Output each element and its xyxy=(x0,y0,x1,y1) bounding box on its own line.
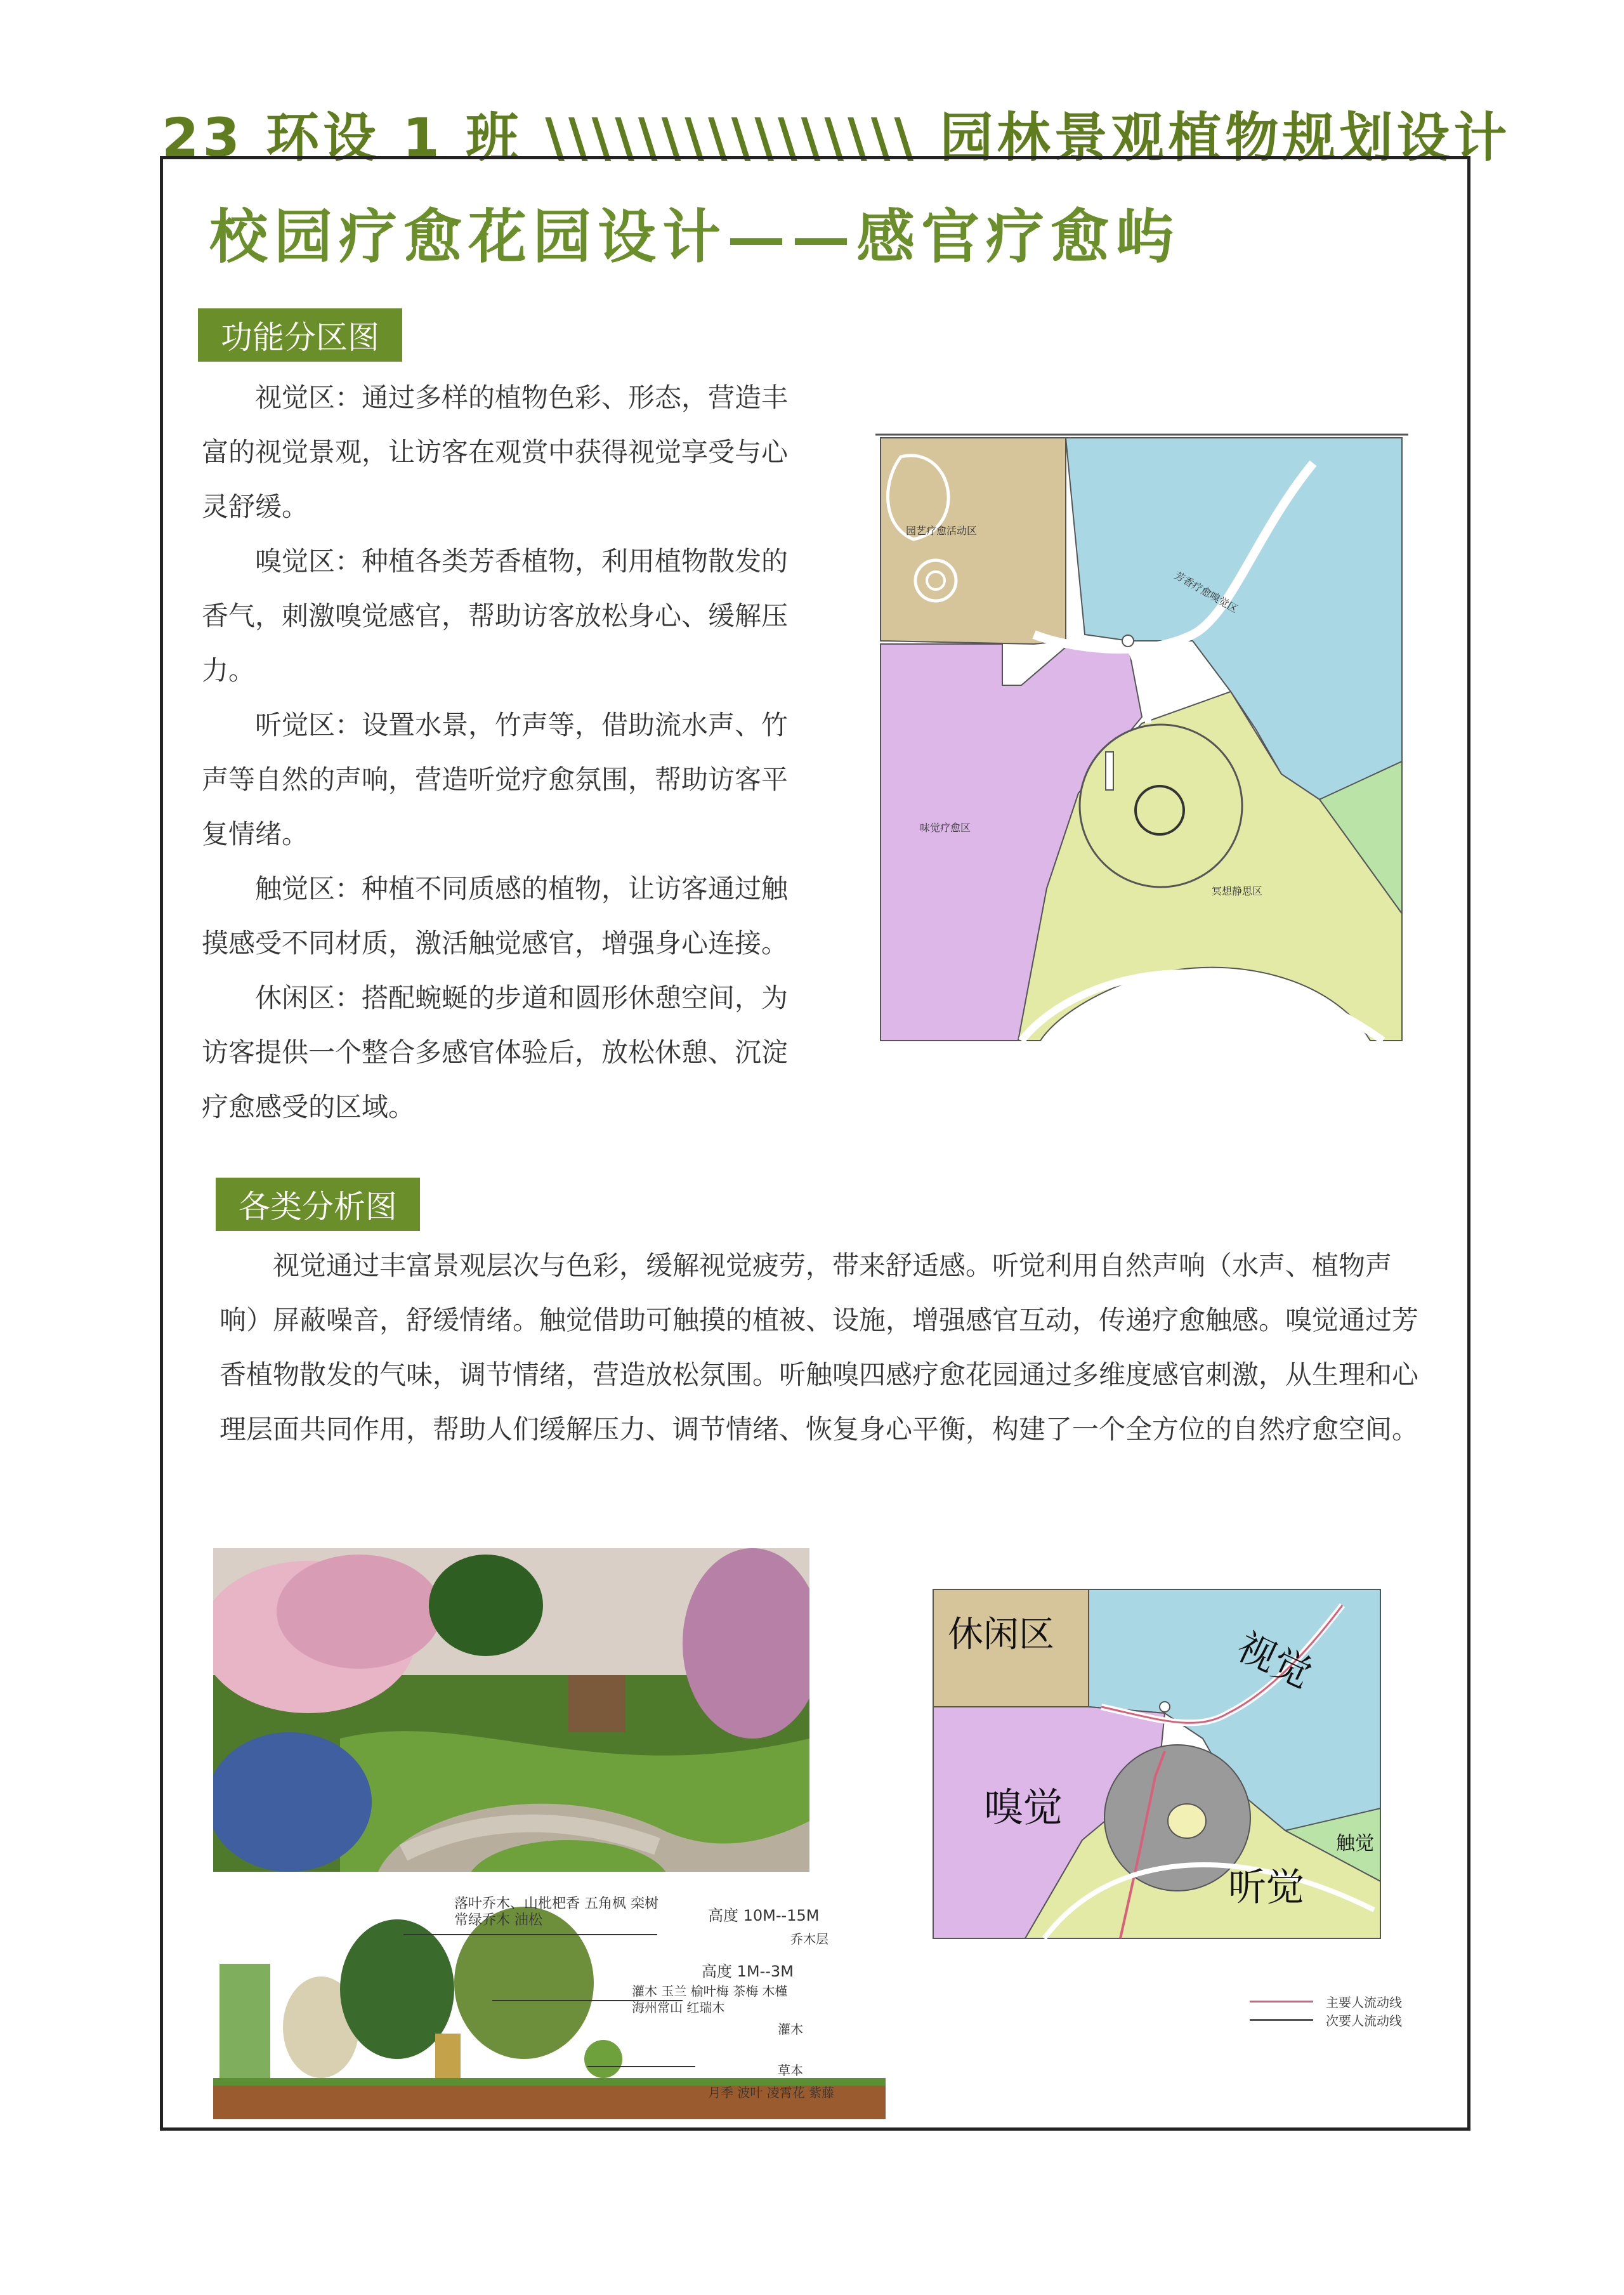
zoning-description xyxy=(202,371,811,1134)
label-smell: 嗅觉 xyxy=(984,1784,1063,1831)
label-touch: 触觉 xyxy=(1336,1832,1374,1855)
legend-secondary-line xyxy=(1250,2019,1313,2021)
senses-analysis-map xyxy=(930,1586,1412,1942)
section-height-mid: 高度 1M--3M xyxy=(702,1963,794,1980)
section-label-zoning: 功能分区图 xyxy=(198,308,402,362)
analysis-description xyxy=(219,1239,1425,1457)
zone-leisure-text: 休闲区：搭配蜿蜒的步道和圆形休憩空间，为访客提供一个整合多感官体验后，放松休憩、沉淀疗愈感受的区域。 xyxy=(202,982,789,1122)
analysis-node xyxy=(1160,1702,1170,1712)
legend-secondary-label: 次要人流动线 xyxy=(1326,2013,1402,2029)
section-text-shrubs: 灌木 玉兰 榆叶梅 茶梅 木槿 xyxy=(632,1983,788,1999)
label-horticulture: 园艺疗愈活动区 xyxy=(906,525,978,537)
zoning-map xyxy=(875,431,1408,1047)
label-visual: 视觉 xyxy=(1230,1624,1319,1697)
zone-visual-text: 视觉区：通过多样的植物色彩、形态，营造丰富的视觉景观，让访客在观赏中获得视觉享受与心灵舒缓。 xyxy=(202,382,789,522)
central-plaza xyxy=(1080,725,1242,887)
section-text-shrubs2: 海州常山 红瑞木 xyxy=(632,2000,725,2015)
junction-node xyxy=(1122,635,1134,647)
section-height-tall: 高度 10M--15M xyxy=(708,1907,820,1924)
legend-main-label: 主要人流动线 xyxy=(1326,1995,1402,2010)
section-label-analysis: 各类分析图 xyxy=(216,1178,420,1231)
legend-main-line xyxy=(1250,2001,1313,2002)
zone-horticulture xyxy=(881,438,1066,644)
garden-rendering xyxy=(213,1548,809,1872)
label-leisure: 休闲区 xyxy=(948,1614,1054,1655)
section-tier-shrub: 灌木 xyxy=(778,2022,803,2037)
zone-hearing-text: 听觉区：设置水景，竹声等，借助流水声、竹声等自然的声响，营造听觉疗愈氛围，帮助访客平复情绪。 xyxy=(202,709,789,850)
section-text-evergreen: 常绿乔木 油松 xyxy=(454,1912,542,1928)
section-tier-herb: 草本 xyxy=(778,2063,803,2078)
planting-section xyxy=(213,1888,886,2122)
section-text-tall-deciduous: 落叶乔木、山枇杷香 五角枫 栾树 xyxy=(454,1896,658,1912)
page-title: 校园疗愈花园设计——感官疗愈屿 xyxy=(209,202,1181,271)
label-meditation: 冥想静思区 xyxy=(1212,885,1263,897)
label-hearing: 听觉 xyxy=(1228,1865,1304,1910)
zone-touch-text: 触觉区：种植不同质感的植物，让访客通过触摸感受不同材质，激活触觉感官，增强身心连接。 xyxy=(202,873,789,959)
section-text-herbs: 月季 波叶 凌霄花 紫藤 xyxy=(708,2085,835,2100)
zone-smell-text: 嗅觉区：种植各类芳香植物，利用植物散发的香气，刺激嗅觉感官，帮助访客放松身心、缓解压力。 xyxy=(202,546,789,686)
plaza-center xyxy=(1168,1804,1206,1838)
bench xyxy=(1106,752,1113,790)
label-smell-zone: 味觉疗愈区 xyxy=(920,822,971,834)
section-tier-tree: 乔木层 xyxy=(790,1931,828,1947)
analysis-text: 视觉通过丰富景观层次与色彩，缓解视觉疲劳，带来舒适感。听觉利用自然声响（水声、植物声响）屏蔽噪音，舒缓情绪。触觉借助可触摸的植被、设施，增强感官互动，传递疗愈触感。嗅觉通过芳香植物散发的气味，调节情绪，营造放松氛围。听触嗅四感疗愈花园通过多维度感官刺激，从生理和心理层面共同作用，帮助人们缓解压力、调节情绪、恢复身心平衡，构建了一个全方位的自然疗愈空间。 xyxy=(219,1250,1419,1445)
label-fragrance: 芳香疗愈嗅觉区 xyxy=(1172,569,1240,615)
course-header: 23 环设 1 班 \\\\\\\\\\\\\\\\ 园林景观植物规划设计 xyxy=(162,107,1511,169)
